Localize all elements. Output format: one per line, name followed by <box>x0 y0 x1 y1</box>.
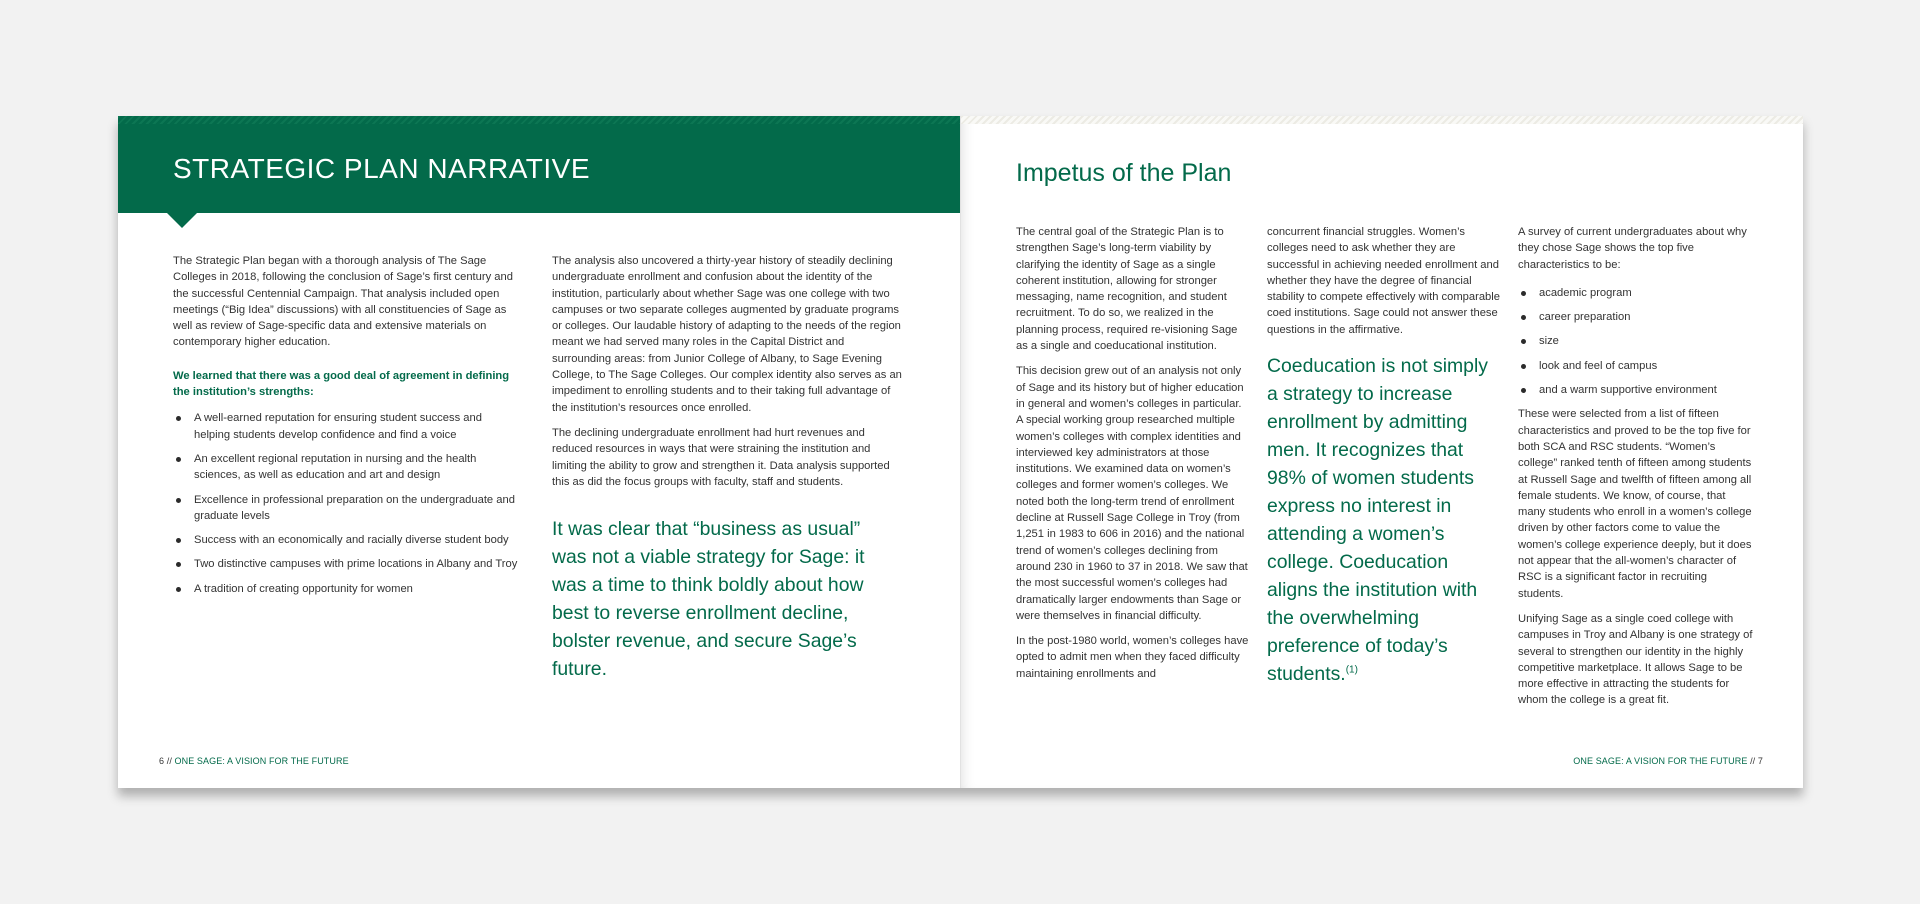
top-hatch-strip <box>961 116 1803 124</box>
list-item: An excellent regional reputation in nursing and the health sciences, as well as education and art and design <box>173 451 518 484</box>
post-1980-paragraph: In the post-1980 world, women’s colleges have opted to admit men when they faced difficulty maintaining enrollments and <box>1016 635 1249 680</box>
strengths-lead: We learned that there was a good deal of agreement in defining the institution’s strengths: <box>173 369 510 399</box>
brochure-spread <box>118 116 1803 788</box>
footer-separator: // <box>166 756 172 766</box>
strengths-list <box>173 410 518 597</box>
section-title: Impetus of the Plan <box>1016 159 1232 187</box>
left-column-2 <box>552 253 906 683</box>
list-item: career preparation <box>1518 309 1754 325</box>
page-title: STRATEGIC PLAN NARRATIVE <box>173 153 591 184</box>
list-item: A tradition of creating opportunity for women <box>173 581 518 597</box>
right-column-1 <box>1016 224 1250 691</box>
title-banner <box>118 116 960 213</box>
banner-hatch-strip <box>118 116 960 124</box>
footer-label: ONE SAGE: A VISION FOR THE FUTURE <box>174 756 349 766</box>
survey-paragraph: A survey of current undergraduates about why they chose Sage shows the top five characteristics to be: <box>1518 226 1747 271</box>
intro-paragraph: The Strategic Plan began with a thorough analysis of The Sage Colleges in 2018, following the conclusion of Sage’s first century and the successful Centennial Campaign. That analysis included open meetings (“Big Idea” discussions) with all constituencies of Sage as well as review of Sage-specific data and extensive materials on contemporary higher education. <box>173 255 513 349</box>
right-page <box>960 116 1803 788</box>
footer-separator: // <box>1750 756 1756 766</box>
banner-notch-pointer <box>167 213 197 228</box>
list-item: look and feel of campus <box>1518 358 1754 374</box>
goal-paragraph: The central goal of the Strategic Plan is to strengthen Sage’s long-term viability by clarifying the identity of Sage as a single coherent institution, allowing for stronger messaging, name recognition, and student recruitment. To do so, we realized in the planning process, required re-visioning Sage as a single and coeducational institution. <box>1016 226 1238 353</box>
unifying-paragraph: Unifying Sage as a single coed college with campuses in Troy and Albany is one strategy of several to strengthen our identity in the highly competitive marketplace. It allows Sage to be more effective in attracting the students for whom the college is a great fit. <box>1518 612 1753 707</box>
analysis-paragraph: This decision grew out of an analysis not only of Sage and its history but of higher education in general and women’s colleges in particular. A special working group researched multiple women’s colleges with complex identities and interviewed key administrators at those institutions. We examined data on women’s colleges and former women’s colleges. We noted both the long-term trend of enrollment decline at Russell Sage College in Troy (from 1,251 in 1983 to 606 in 2016) and the national trend of women’s colleges declining from around 230 in 1960 to 37 in 2018. We saw that the most successful women’s colleges had dramatically larger endowments than Sage or were themselves in financial difficulty. <box>1016 365 1248 622</box>
enrollment-paragraph: The declining undergraduate enrollment had hurt revenues and reduced resources in ways that were straining the institution and limiting the ability to grow and strengthen it. Data analysis supported this as did the focus groups with faculty, staff and students. <box>552 426 890 488</box>
list-item: A well-earned reputation for ensuring student success and helping students develop confidence and find a voice <box>173 410 518 443</box>
page-number: 7 <box>1757 756 1763 766</box>
footnote-marker: (1) <box>1345 664 1358 676</box>
page-number: 6 <box>159 756 165 766</box>
footer-label: ONE SAGE: A VISION FOR THE FUTURE <box>1573 756 1748 766</box>
list-item: academic program <box>1518 285 1754 301</box>
list-item: Excellence in professional preparation on the undergraduate and graduate levels <box>173 492 518 525</box>
characteristics-list <box>1518 285 1754 398</box>
concurrent-paragraph: concurrent financial struggles. Women’s colleges need to ask whether they are successful in achieving needed enrollment and whether they have the degree of financial stability to compete effectively with comparable coed institutions. Sage could not answer these questions in the affirmative. <box>1267 226 1500 336</box>
list-item: and a warm supportive environment <box>1518 382 1754 398</box>
left-page <box>118 116 960 788</box>
list-item: Two distinctive campuses with prime locations in Albany and Troy <box>173 556 518 572</box>
list-item: size <box>1518 333 1754 349</box>
right-footer <box>1573 756 1763 766</box>
left-footer <box>159 756 349 766</box>
quote-text: Coeducation is not simply a strategy to increase enrollment by admitting men. It recognizes that 98% of women students express no interest in attending a women’s college. Coeducation aligns the institution with the overwhelming preference of today’s students. <box>1267 355 1488 686</box>
history-paragraph: The analysis also uncovered a thirty-year history of steadily declining undergraduate enrollment and confusion about the identity of the institution, particularly about whether Sage was one college with two campuses or two separate colleges augmented by graduate programs or colleges. Our laudable history of adapting to the needs of the region meant we had served many roles in the Capital District and surrounding areas: from Junior College of Albany, to Sage Evening College, to The Sage Colleges. Our complex identity also serves as an impediment to enrolling students and to their taking full advantage of the institution’s resources once enrolled. <box>552 255 902 414</box>
list-item: Success with an economically and racially diverse student body <box>173 532 518 548</box>
left-column-1 <box>173 253 518 605</box>
pull-quote: It was clear that “business as usual” was not a viable strategy for Sage: it was a time to think boldly about how best to reverse enrollment decline, bolster revenue, and secure Sage’s future. <box>552 518 865 681</box>
ranking-paragraph: These were selected from a list of fifteen characteristics and proved to be the top five for both SCA and RSC students. “Women’s college” ranked tenth of fifteen among students at Russell Sage and twelfth of fifteen among all female students. We know, of course, that many students who enroll in a women’s college driven by other factors come to value the women’s college experience deeply, but it does not appear that the all-women’s character of RSC is a significant factor in recruiting students. <box>1518 408 1752 600</box>
right-column-3 <box>1518 224 1754 718</box>
right-column-2 <box>1267 224 1502 688</box>
coeducation-quote <box>1267 352 1502 688</box>
